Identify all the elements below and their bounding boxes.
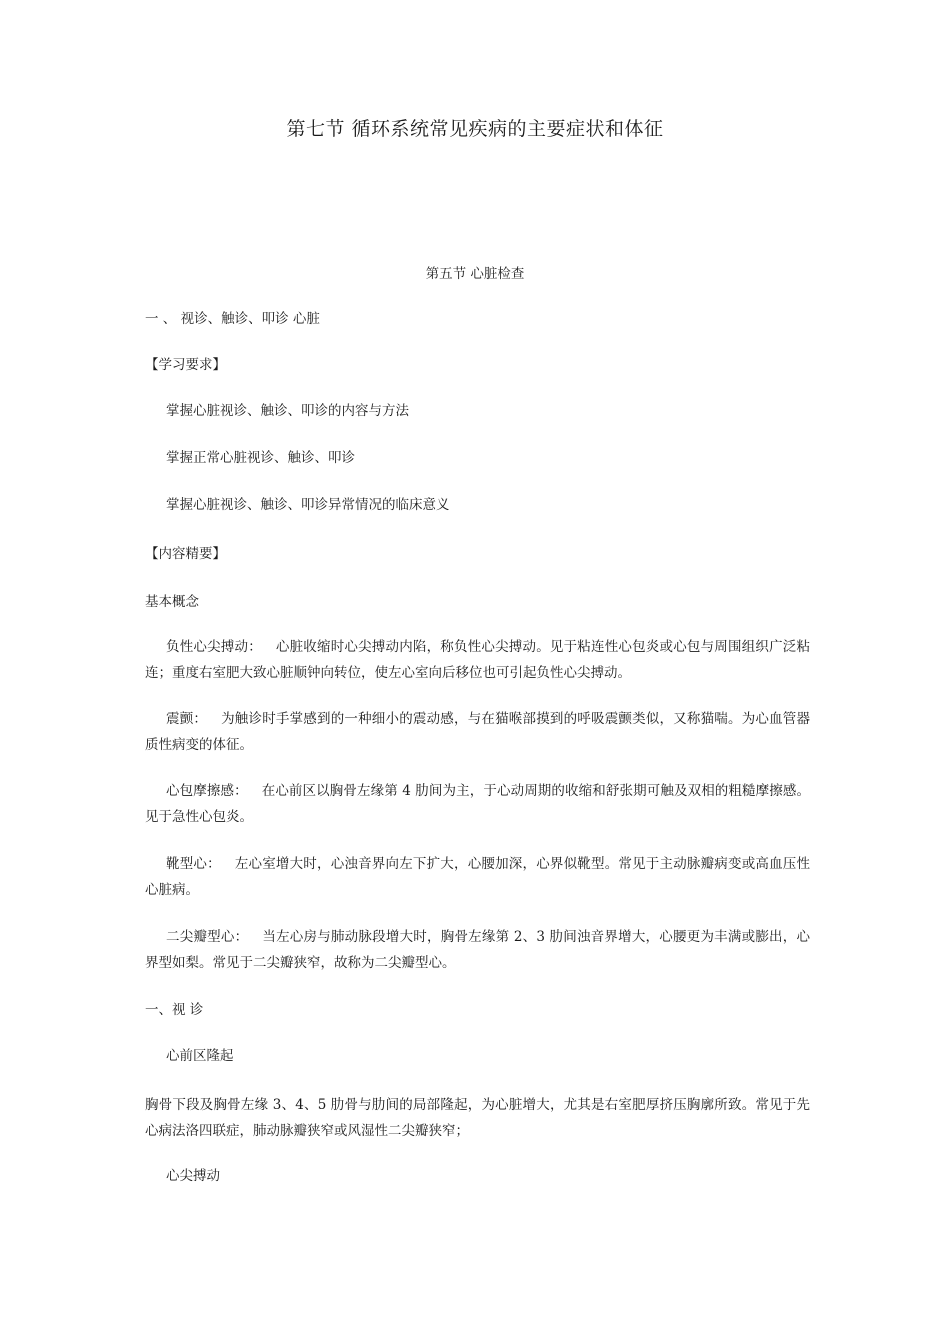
content-summary-heading: 【内容精要】 (145, 546, 226, 562)
concept-paragraph (145, 634, 810, 686)
concept-term: 靴型心： (166, 856, 221, 872)
concept-term: 负性心尖搏动： (166, 639, 262, 655)
section-title: 第五节 心脏检查 (425, 266, 525, 282)
concept-term: 心包摩擦感： (166, 783, 248, 799)
learning-requirements-heading: 【学习要求】 (145, 357, 226, 373)
concept-paragraph (145, 778, 810, 830)
concept-paragraph (145, 706, 810, 758)
precordial-bulge-heading: 心前区隆起 (166, 1048, 234, 1064)
learning-requirement-item: 掌握正常心脏视诊、触诊、叩诊 (166, 450, 355, 466)
concept-paragraph (145, 851, 810, 903)
concept-paragraph (145, 924, 810, 976)
concept-text: 当左心房与肺动脉段增大时，胸骨左缘第 2、3 肋间浊音界增大，心腰更为丰满或膨出，心界型如梨。常见于二尖瓣狭窄，故称为二尖瓣型心。 (145, 929, 811, 971)
learning-requirement-item: 掌握心脏视诊、触诊、叩诊异常情况的临床意义 (166, 497, 450, 513)
concept-text: 为触诊时手掌感到的一种细小的震动感，与在猫喉部摸到的呼吸震颤类似，又称猫喘。为心血管器质性病变的体征。 (145, 711, 811, 753)
concept-term: 震颤： (166, 711, 208, 727)
inspection-heading: 一、视 诊 (145, 1002, 204, 1018)
concept-term: 二尖瓣型心： (166, 929, 249, 945)
main-title: 第七节 循环系统常见疾病的主要症状和体征 (286, 118, 664, 140)
precordial-bulge-paragraph: 胸骨下段及胸骨左缘 3、4、5 肋骨与肋间的局部隆起，为心脏增大，尤其是右室肥厚挤压胸廓所致。常见于先心病法洛四联症，肺动脉瓣狭窄或风湿性二尖瓣狭窄； (145, 1097, 810, 1139)
heading-inspection-palpation-percussion: 一 、 视诊、触诊、叩诊 心脏 (145, 311, 320, 327)
basic-concepts-heading: 基本概念 (145, 594, 199, 610)
concept-text: 在心前区以胸骨左缘第 4 肋间为主，于心动周期的收缩和舒张期可触及双相的粗糙摩擦感。见于急性心包炎。 (145, 783, 811, 825)
apex-beat-heading: 心尖搏动 (166, 1168, 220, 1184)
concept-text: 左心室增大时，心浊音界向左下扩大，心腰加深，心界似靴型。常见于主动脉瓣病变或高血压性心脏病。 (145, 856, 811, 898)
learning-requirement-item: 掌握心脏视诊、触诊、叩诊的内容与方法 (166, 403, 409, 419)
concept-text: 心脏收缩时心尖搏动内陷，称负性心尖搏动。见于粘连性心包炎或心包与周围组织广泛粘连；重度右室肥大致心脏顺钟向转位，使左心室向后移位也可引起负性心尖搏动。 (145, 639, 811, 681)
